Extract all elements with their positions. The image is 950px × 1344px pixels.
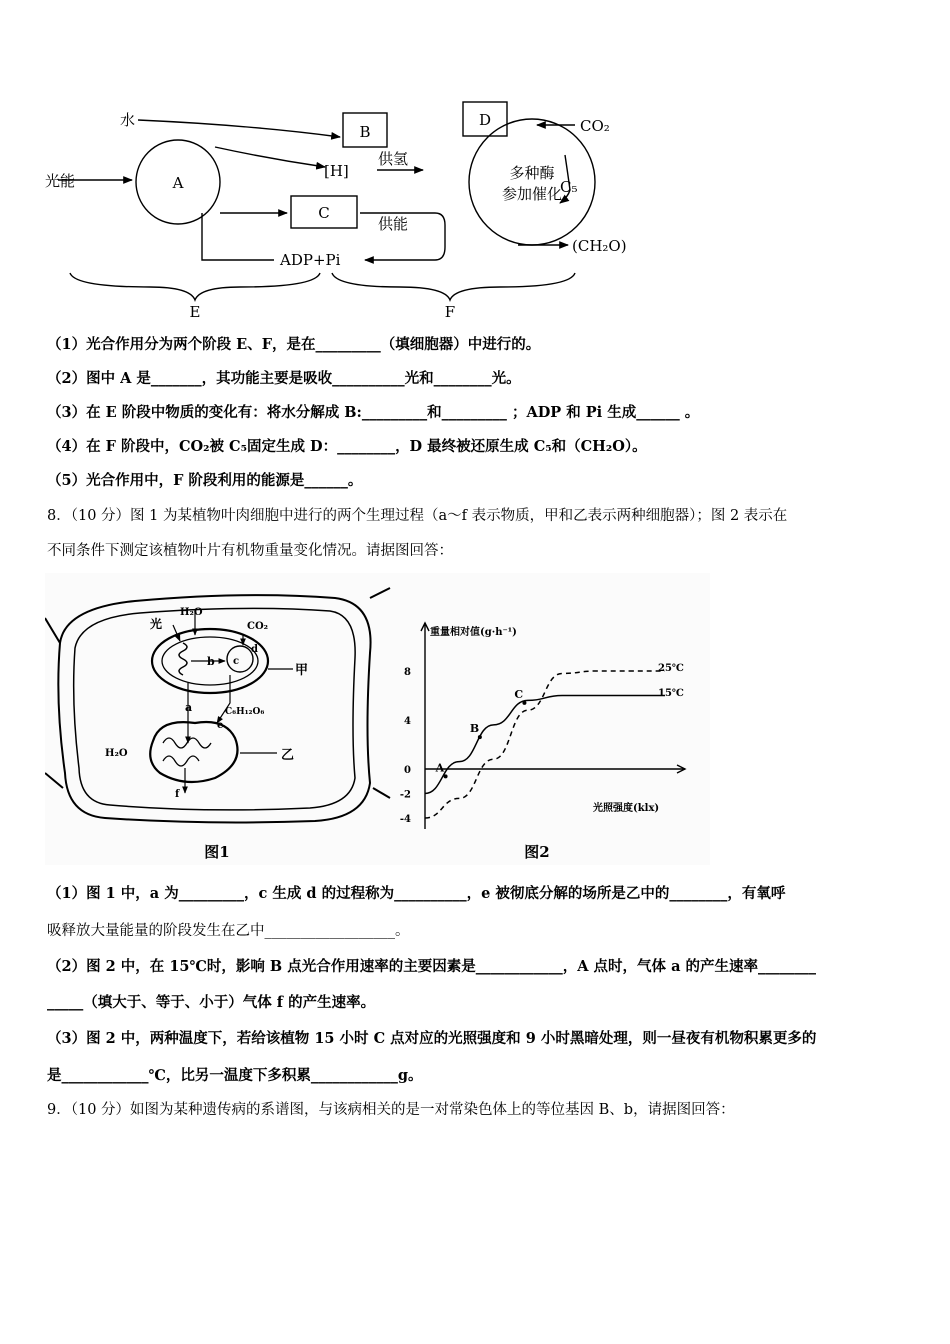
- fig2-ytick-label: -4: [399, 814, 411, 825]
- label-enzymes-1: 多种酶: [509, 164, 555, 182]
- fig1-a: a: [185, 701, 193, 714]
- label-c: C: [318, 204, 330, 222]
- fig2-point-c: [522, 701, 526, 705]
- fig2-point-label: C: [514, 687, 524, 701]
- fig2-ytick-label: 8: [404, 667, 411, 678]
- q8-line-3: （2）图 2 中，在 15℃时，影响 B 点光合作用速率的主要因素是____________，A 点时，气体 a 的产生速率________: [47, 958, 817, 975]
- label-co2: CO₂: [580, 117, 610, 135]
- fig2-ytick-label: 0: [404, 765, 411, 776]
- fig1-co2: CO₂: [247, 621, 269, 632]
- fig1-f: f: [175, 789, 180, 800]
- fig2-ytick-label: 4: [404, 716, 411, 727]
- q8-line-6: 是____________℃，比另一温度下多积累____________g。: [47, 1067, 423, 1084]
- q8-line-4: _____（填大于、等于、小于）气体 f 的产生速率。: [47, 994, 376, 1011]
- fig1-d: d: [251, 644, 258, 655]
- label-a: A: [172, 174, 184, 192]
- fig2-label-15: 15℃: [658, 688, 684, 699]
- fig2-point-label: A: [435, 761, 445, 775]
- fig2-xlabel: 光照强度(klx): [593, 803, 660, 814]
- label-d: D: [478, 111, 492, 129]
- fig1-e: e: [217, 720, 224, 731]
- q7-line-1: （1）光合作用分为两个阶段 E、F，是在_________（填细胞器）中进行的。: [47, 336, 541, 353]
- fig1-b: b: [207, 655, 215, 668]
- label-adp-pi: ADP+Pi: [280, 251, 341, 269]
- label-hydrogen-supply: 供氢: [378, 150, 409, 168]
- q8-line-5: （3）图 2 中，两种温度下，若给该植物 15 小时 C 点对应的光照强度和 9 小时黑暗处理，则一昼夜有机物积累更多的: [47, 1030, 817, 1047]
- q7-line-5: （5）光合作用中，F 阶段利用的能源是______。: [47, 472, 363, 489]
- q7-line-4: （4）在 F 阶段中，CO₂被 C₅固定生成 D：________，D 最终被还原生成 C₅和（CH₂O）。: [47, 438, 647, 455]
- fig1-yi: 乙: [281, 748, 295, 763]
- fig1-light: 光: [150, 617, 163, 631]
- q8-line-1: （1）图 1 中，a 为_________，c 生成 d 的过程称为__________，e 被彻底分解的场所是乙中的________，有氧呼: [47, 885, 786, 902]
- fig1-c: c: [233, 656, 240, 667]
- fig2-label-25: 25℃: [658, 663, 684, 674]
- photosynthesis-diagram: [40, 95, 660, 320]
- fig1-h2o-top: H₂O: [180, 607, 203, 618]
- label-energy-supply: 供能: [378, 215, 409, 233]
- label-f: F: [444, 303, 456, 320]
- figures-1-2: [45, 573, 710, 865]
- q7-line-2: （2）图中 A 是_______，其功能主要是吸收__________光和________光。: [47, 370, 521, 387]
- fig2-point-label: B: [469, 722, 480, 736]
- label-h: [H]: [324, 162, 349, 180]
- fig1-h2o-left: H₂O: [105, 748, 128, 759]
- label-ch2o: (CH₂O): [572, 237, 627, 255]
- fig2-caption: 图2: [524, 843, 550, 861]
- label-light-energy: 光能: [45, 172, 76, 190]
- fig2-point-b: [478, 735, 482, 739]
- fig1-c6h12o6: C₆H₁₂O₆: [225, 707, 265, 717]
- q9-line: 9．（10 分）如图为某种遗传病的系谱图，与该病相关的是一对常染色体上的等位基因 B、b，请据图回答：: [47, 1102, 735, 1118]
- q8-intro-2: 不同条件下测定该植物叶片有机物重量变化情况。请据图回答：: [47, 543, 453, 559]
- fig2-ylabel: 重量相对值(g·h⁻¹): [430, 627, 517, 638]
- fig2-ytick-label: -2: [399, 789, 411, 801]
- label-enzymes-2: 参加催化: [501, 185, 563, 203]
- q8-intro-1: 8．（10 分）图 1 为某植物叶肉细胞中进行的两个生理过程（a～f 表示物质，甲和乙表示两种细胞器）；图 2 表示在: [47, 508, 788, 524]
- q8-line-2: 吸释放大量能量的阶段发生在乙中__________________。: [47, 923, 410, 939]
- label-b: B: [359, 123, 371, 141]
- label-c5: C₅: [560, 178, 578, 196]
- label-water: 水: [120, 111, 136, 129]
- q7-line-3: （3）在 E 阶段中物质的变化有：将水分解成 B:_________和_________ ；ADP 和 Pi 生成______ 。: [47, 404, 700, 421]
- fig2-point-a: [444, 774, 448, 778]
- fig1-caption: 图1: [204, 843, 230, 861]
- fig1-jia: 甲: [295, 663, 309, 678]
- label-e: E: [189, 303, 201, 320]
